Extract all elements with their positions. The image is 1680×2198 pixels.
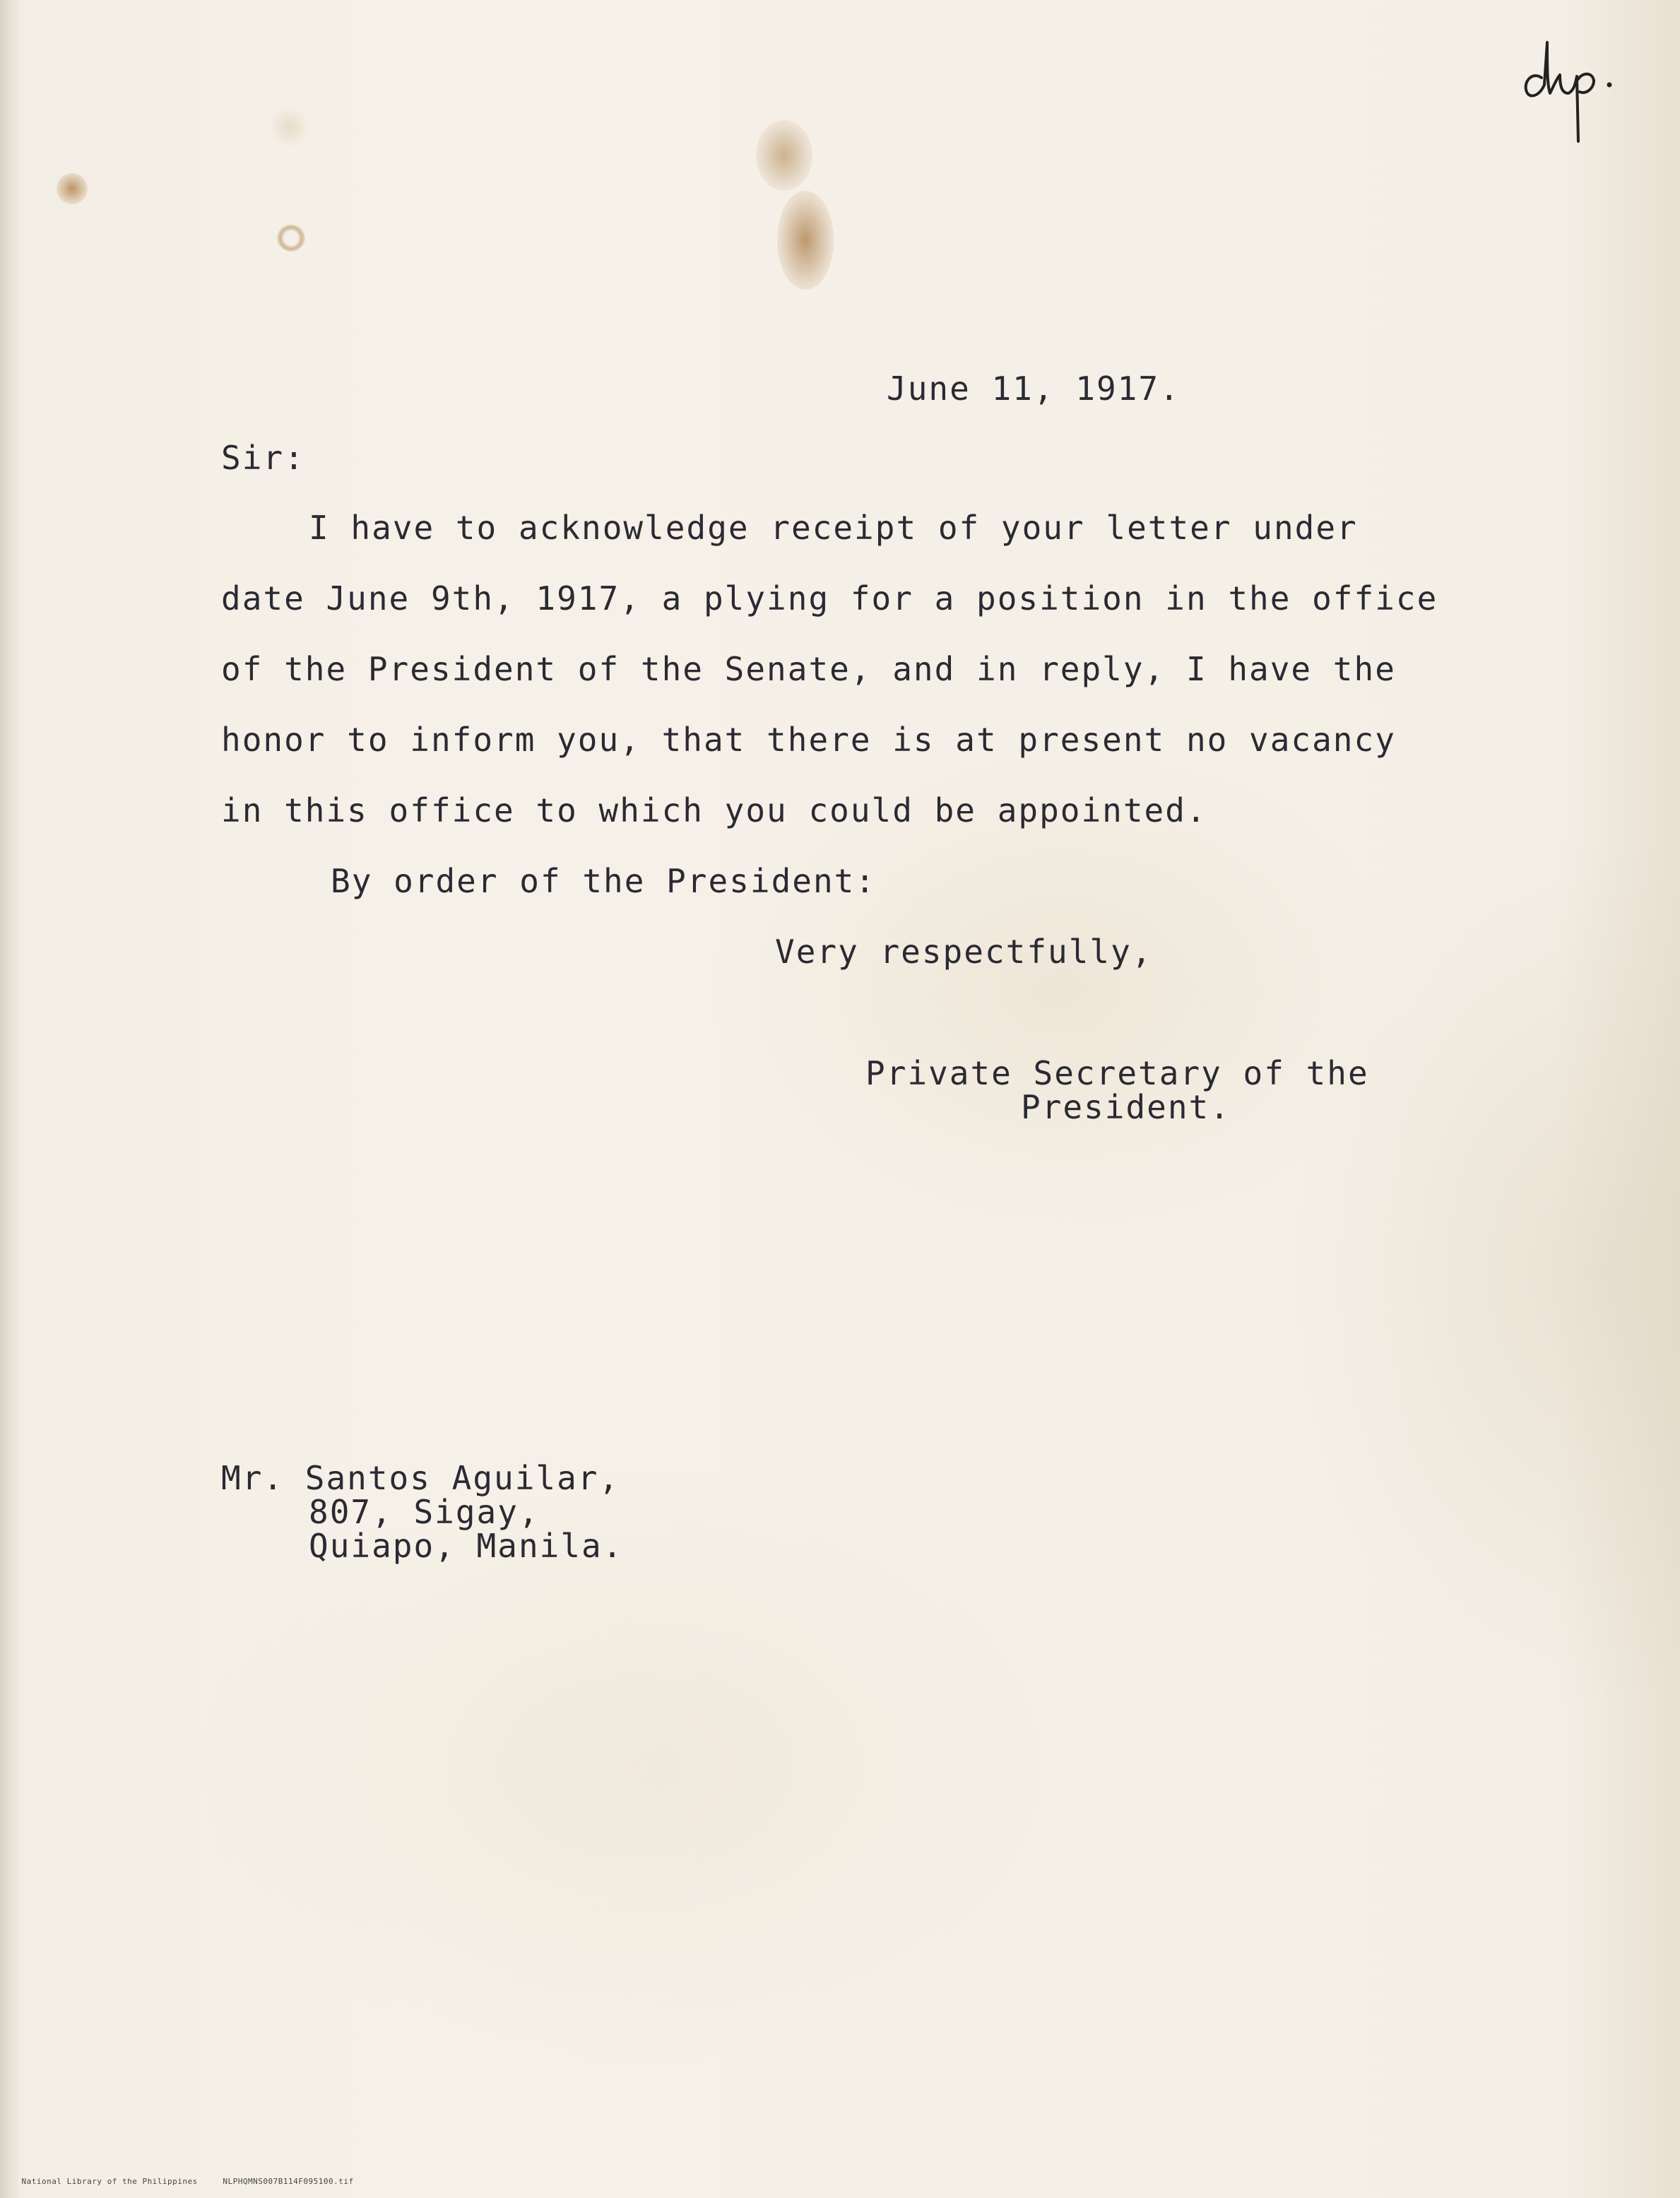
- body-line-4: honor to inform you, that there is at present no vacancy: [221, 721, 1396, 759]
- stain-top-faint: [268, 106, 311, 148]
- signature-title-line-2: President.: [1021, 1088, 1231, 1126]
- handwritten-note: [1519, 28, 1618, 148]
- order-line: By order of the President:: [331, 862, 877, 900]
- body-line-5: in this office to which you could be appointed.: [221, 791, 1207, 829]
- body-line-3: of the President of the Senate, and in reply, I have the: [221, 650, 1396, 688]
- stain-left-ring: [277, 225, 305, 252]
- stain-center-lower: [777, 191, 834, 290]
- recipient-name: Mr. Santos Aguilar,: [221, 1459, 620, 1497]
- closing: Very respectfully,: [775, 933, 1153, 971]
- body-line-2: date June 9th, 1917, a plying for a position in the office: [221, 579, 1438, 618]
- footer-library: National Library of the Philippines: [21, 2177, 198, 2186]
- body-line-1: I have to acknowledge receipt of your letter under: [309, 509, 1358, 547]
- recipient-street: 807, Sigay,: [309, 1493, 540, 1531]
- scan-footer: [1, 2168, 354, 2195]
- signature-title-line-1: Private Secretary of the: [865, 1054, 1369, 1092]
- recipient-city: Quiapo, Manila.: [309, 1527, 624, 1565]
- footer-filename: NLPHQMNS007B114F095100.tif: [223, 2177, 354, 2186]
- stain-left: [57, 173, 88, 204]
- salutation: Sir:: [221, 439, 305, 477]
- letter-date: June 11, 1917.: [887, 370, 1181, 408]
- stain-center-upper: [756, 120, 812, 191]
